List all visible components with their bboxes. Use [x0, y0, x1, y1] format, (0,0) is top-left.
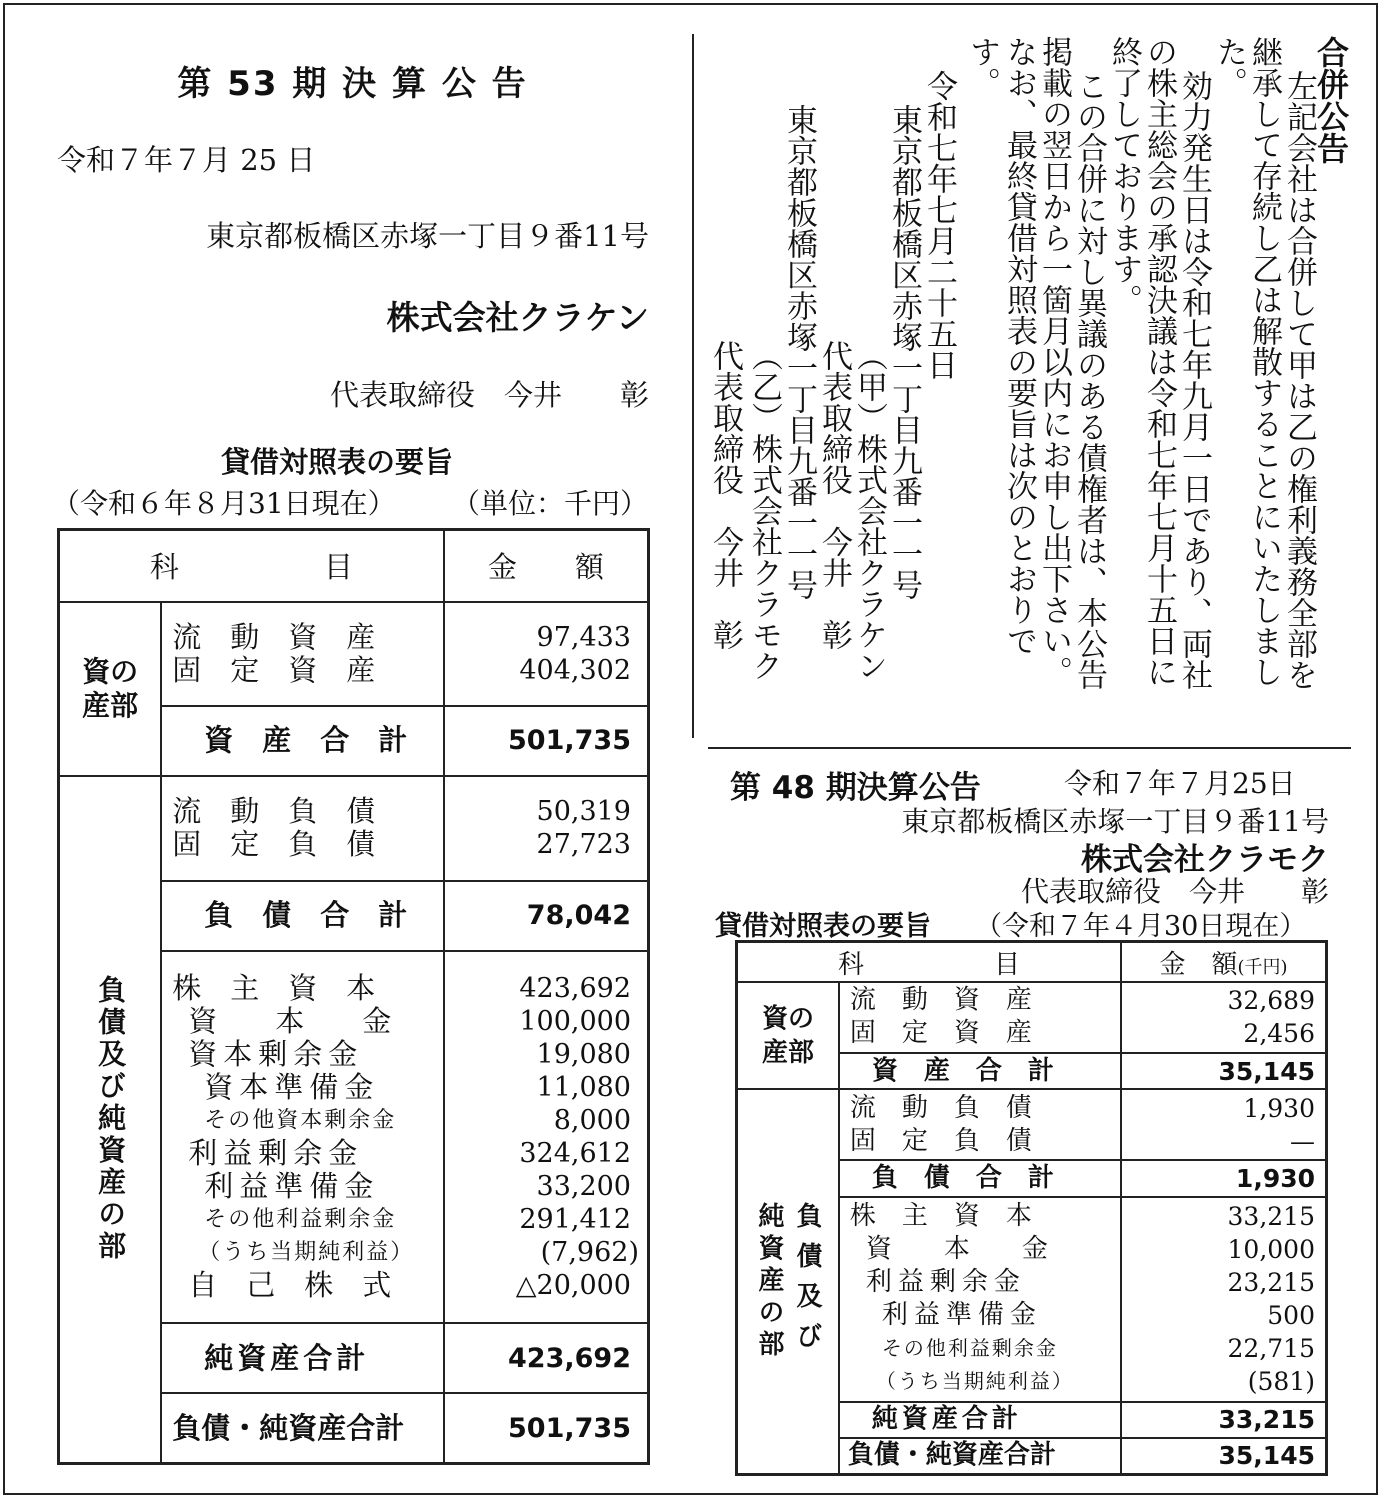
- current-liab-label: 流 動 負 債: [172, 794, 376, 829]
- r-total-net-assets-label: 純資産合計: [871, 1404, 1022, 1435]
- capital-reserve-label: 資本準備金: [204, 1070, 380, 1105]
- net-income-value: (7,962): [540, 1237, 639, 1269]
- left-bs-date: （令和６年８月31日現在）: [52, 487, 396, 520]
- right-bs-date: （令和７年４月30日現在）: [975, 911, 1307, 942]
- left-representative: 代表取締役 今井 彰: [329, 378, 649, 412]
- r-current-liab-label: 流 動 負 債: [849, 1092, 1032, 1123]
- r-net-income-value: (581): [1247, 1367, 1315, 1397]
- r-other-retained-value: 22,715: [1227, 1334, 1315, 1364]
- r-shareholders-equity-label: 株 主 資 本: [849, 1201, 1032, 1232]
- capital-value: 100,000: [519, 1006, 631, 1038]
- header-amount: 金 額: [444, 530, 649, 602]
- left-company: 株式会社クラケン: [386, 298, 649, 337]
- merger-line-10: す。: [964, 36, 1000, 98]
- other-retained-value: 291,412: [519, 1204, 631, 1236]
- r-capital-label: 資 本 金: [865, 1234, 1048, 1265]
- r-current-assets-label: 流 動 資 産: [849, 985, 1032, 1016]
- column-divider: [692, 34, 694, 738]
- kou-company: （甲）株式会社クラケン: [851, 340, 887, 681]
- kou-address: 東京都板橋区赤塚一丁目九番一一号: [886, 104, 922, 600]
- merger-line-6: 終了しております。: [1106, 36, 1142, 315]
- header-item: 科 目: [59, 530, 444, 602]
- r-fixed-liab-value: —: [1290, 1126, 1315, 1156]
- legal-reserve-value: 33,200: [536, 1171, 631, 1203]
- right-address: 東京都板橋区赤塚一丁目９番11号: [901, 805, 1329, 838]
- merger-title: 合併公告: [1312, 36, 1350, 164]
- r-current-assets-value: 32,689: [1227, 986, 1315, 1016]
- section-divider: [708, 747, 1351, 749]
- r-shareholders-equity-value: 33,215: [1227, 1202, 1315, 1232]
- total-assets-label: 資 産 合 計: [204, 723, 408, 758]
- r-total-assets-label: 資 産 合 計: [871, 1055, 1054, 1086]
- left-address: 東京都板橋区赤塚一丁目９番11号: [206, 219, 649, 253]
- total-liab-value: 78,042: [526, 900, 631, 932]
- shareholders-equity-label: 株 主 資 本: [172, 971, 376, 1006]
- otsu-address: 東京都板橋区赤塚一丁目九番一一号: [781, 104, 817, 600]
- right-company: 株式会社クラモク: [1081, 842, 1329, 878]
- fixed-assets-value: 404,302: [519, 654, 631, 686]
- merger-date: 令和七年七月二十五日: [921, 70, 957, 380]
- capital-label: 資 本 金: [188, 1004, 392, 1039]
- total-assets-value: 501,735: [508, 725, 631, 757]
- kou-representative: 代表取締役 今井 彰: [816, 340, 852, 650]
- net-income-label: （うち当期純利益）: [198, 1240, 415, 1266]
- capital-surplus-label: 資本剰余金: [188, 1037, 364, 1072]
- r-current-liab-value: 1,930: [1243, 1093, 1315, 1123]
- r-net-income-label: （うち当期純利益）: [875, 1369, 1074, 1394]
- r-total-net-assets-value: 33,215: [1218, 1405, 1315, 1435]
- right-title: 第 48 期決算公告: [730, 770, 981, 806]
- r-liabilities-section-label: 負債及び 純資産の部: [737, 1089, 839, 1474]
- r-legal-reserve-label: 利益準備金: [881, 1300, 1042, 1331]
- otsu-company: （乙）株式会社クラモク: [746, 340, 782, 681]
- merger-line-4: 効力発生日は令和七年九月一日であり、両社: [1176, 70, 1212, 690]
- other-retained-label: その他利益剰余金: [204, 1207, 397, 1233]
- r-header-unit: (千円): [1237, 956, 1288, 978]
- r-other-retained-label: その他利益剰余金: [881, 1336, 1058, 1361]
- merger-line-8: 掲載の翌日から一箇月以内にお申し出下さい。: [1036, 36, 1072, 687]
- merger-line-5: の株主総会の承認決議は令和七年七月十五日に: [1141, 36, 1177, 687]
- treasury-stock-label: 自 己 株 式: [188, 1268, 392, 1303]
- r-legal-reserve-value: 500: [1267, 1301, 1315, 1331]
- r-fixed-assets-label: 固 定 資 産: [849, 1018, 1032, 1049]
- fixed-liab-label: 固 定 負 債: [172, 827, 376, 862]
- assets-section-label: 資の 産部: [59, 602, 162, 776]
- fixed-assets-label: 固 定 資 産: [172, 652, 376, 687]
- right-balance-sheet: [735, 940, 1328, 1476]
- current-liab-value: 50,319: [536, 796, 631, 828]
- total-liab-net-value: 501,735: [508, 1412, 631, 1444]
- r-retained-earnings-label: 利益剰余金: [865, 1267, 1026, 1298]
- merger-line-9: なお、最終貸借対照表の要旨は次のとおりで: [1001, 36, 1037, 656]
- left-balance-sheet: [57, 528, 650, 1465]
- merger-line-2: 継承して存続し乙は解散することにいたしまし: [1246, 36, 1282, 687]
- right-bs-title: 貸借対照表の要旨: [715, 911, 931, 942]
- right-date: 令和７年７月25日: [1064, 767, 1296, 800]
- r-assets-section-label: 資の 産部: [737, 982, 839, 1089]
- r-total-liab-value: 1,930: [1235, 1164, 1315, 1194]
- total-net-assets-value: 423,692: [508, 1342, 631, 1374]
- right-representative: 代表取締役 今井 彰: [1020, 875, 1329, 908]
- r-total-assets-value: 35,145: [1218, 1056, 1315, 1086]
- r-total-liab-net-label: 負債・純資産合計: [847, 1440, 1056, 1471]
- otsu-representative: 代表取締役 今井 彰: [707, 340, 743, 650]
- merger-line-1: 左記会社は合併して甲は乙の権利義務全部を: [1281, 70, 1317, 690]
- r-capital-value: 10,000: [1227, 1235, 1315, 1265]
- left-title: 第 53 期 決 算 公 告: [177, 64, 528, 104]
- fixed-liab-value: 27,723: [536, 829, 631, 861]
- capital-reserve-value: 11,080: [536, 1072, 631, 1104]
- left-date: 令和７年７月 25 日: [57, 143, 316, 177]
- r-retained-earnings-value: 23,215: [1227, 1268, 1315, 1298]
- total-liab-net-label: 負債・純資産合計: [172, 1410, 405, 1445]
- r-total-liab-net-value: 35,145: [1218, 1441, 1315, 1471]
- legal-reserve-label: 利益準備金: [204, 1169, 380, 1204]
- capital-surplus-value: 19,080: [536, 1039, 631, 1071]
- merger-line-3: た。: [1211, 36, 1247, 98]
- other-capital-surplus-label: その他資本剰余金: [204, 1108, 397, 1134]
- r-total-liab-label: 負 債 合 計: [871, 1163, 1054, 1194]
- total-net-assets-label: 純資産合計: [204, 1340, 370, 1375]
- left-bs-title: 貸借対照表の要旨: [221, 445, 454, 479]
- left-bs-unit: （単位：千円）: [452, 487, 649, 520]
- liabilities-section-label: 負債及び純資産の部: [59, 776, 162, 1464]
- retained-earnings-value: 324,612: [519, 1138, 631, 1170]
- r-header-item: 科 目: [737, 942, 1121, 983]
- r-fixed-liab-label: 固 定 負 債: [849, 1125, 1032, 1156]
- other-capital-surplus-value: 8,000: [553, 1105, 631, 1137]
- shareholders-equity-value: 423,692: [519, 973, 631, 1005]
- total-liab-label: 負 債 合 計: [204, 898, 408, 933]
- merger-line-7: この合併に対し異議のある債権者は、本公告: [1071, 70, 1107, 690]
- r-fixed-assets-value: 2,456: [1243, 1019, 1315, 1049]
- r-header-amount: 金 額: [1159, 949, 1238, 980]
- current-assets-value: 97,433: [536, 621, 631, 653]
- treasury-stock-value: △20,000: [515, 1270, 631, 1302]
- current-assets-label: 流 動 資 産: [172, 619, 376, 654]
- retained-earnings-label: 利益剰余金: [188, 1136, 364, 1171]
